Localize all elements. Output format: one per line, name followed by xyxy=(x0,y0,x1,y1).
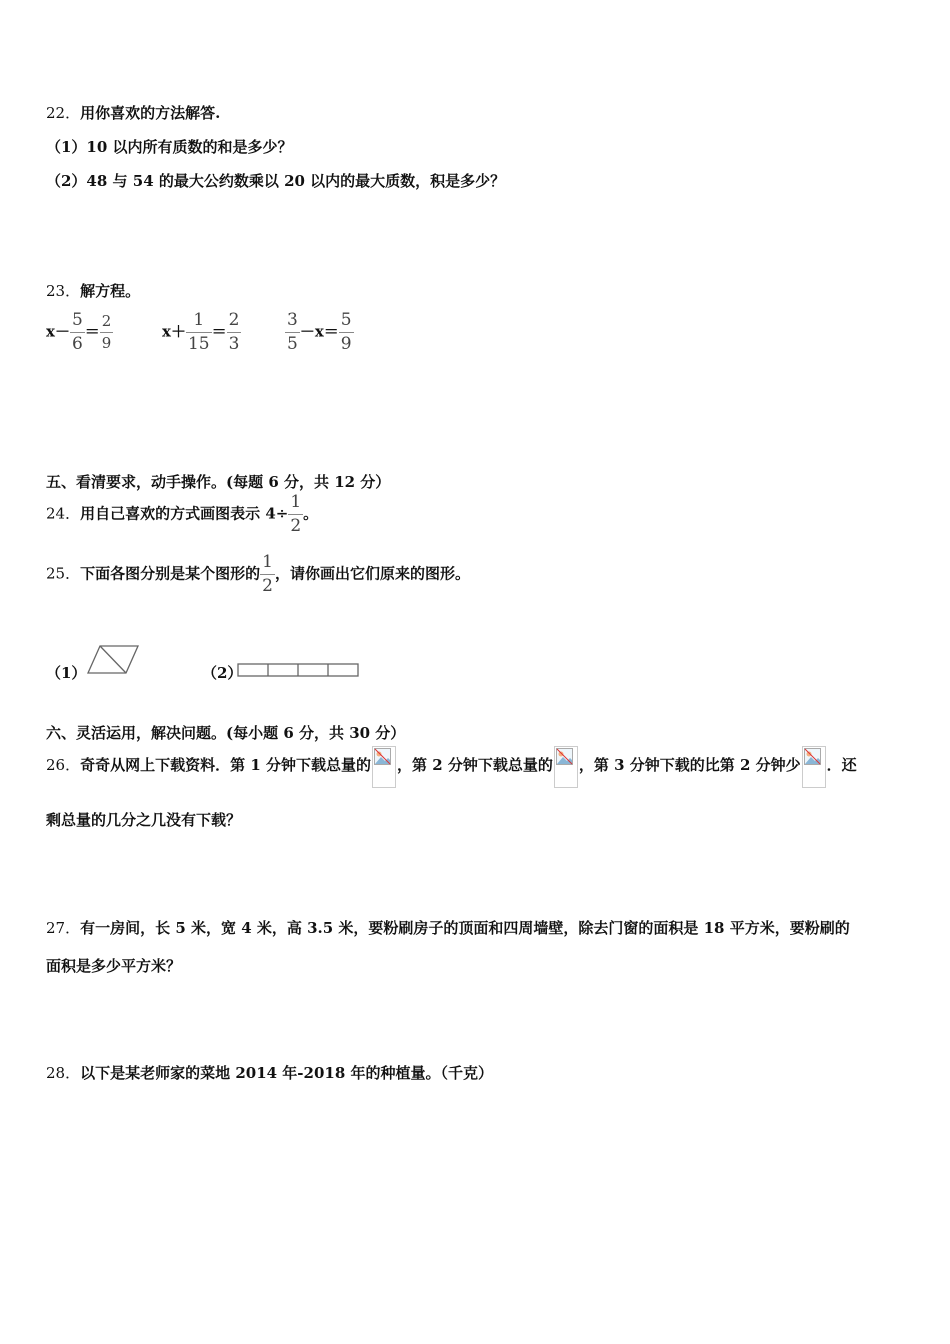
eq1-prefix: x－ xyxy=(46,322,70,341)
eq1-fraction-1 xyxy=(70,312,85,353)
q26-line-2: 剩总量的几分之几没有下载？ xyxy=(46,811,242,829)
q28-text: 以下是某老师家的菜地 2014 年-2018 年的种植量。（千克） xyxy=(80,1064,493,1082)
q25 xyxy=(46,554,470,595)
eq3-fraction-2 xyxy=(339,312,354,353)
q24 xyxy=(46,494,318,535)
q25-text-b: ，请你画出它们原来的图形。 xyxy=(274,564,470,583)
q24-text: 用自己喜欢的方式画图表示 4÷ xyxy=(80,504,289,523)
q24-denominator: 2 xyxy=(290,516,302,536)
eq3-f1-denominator: 5 xyxy=(287,334,298,354)
q26-text-4: ．还 xyxy=(826,756,857,774)
q22-title xyxy=(46,102,220,123)
eq2-f1-denominator: 15 xyxy=(187,334,210,354)
eq2-f2-numerator: 2 xyxy=(228,310,240,330)
rectangle-strip-figure xyxy=(236,662,362,680)
eq1-fraction-2 xyxy=(100,314,114,351)
eq3-f2-numerator: 5 xyxy=(340,310,352,330)
q27-line-1 xyxy=(46,917,850,938)
section-5-heading: 五、看清要求，动手操作。(每题 6 分，共 12 分） xyxy=(46,473,391,491)
q25-numerator: 1 xyxy=(262,552,273,572)
q26-text-1: 奇奇从网上下载资料．第 1 分钟下载总量的 xyxy=(80,756,371,774)
q22-number: 22． xyxy=(46,104,81,122)
broken-image-icon xyxy=(802,746,826,788)
eq2-fraction-2 xyxy=(227,312,242,353)
eq2-prefix: x＋ xyxy=(162,322,186,341)
eq2-f2-denominator: 3 xyxy=(228,334,240,354)
eq3-fraction-1 xyxy=(285,312,300,353)
q24-number: 24． xyxy=(46,504,81,523)
eq2-operator: ＝ xyxy=(211,322,227,341)
q26-line-1 xyxy=(46,746,857,788)
eq3-f2-denominator: 9 xyxy=(340,334,352,354)
broken-image-icon xyxy=(554,746,578,788)
eq1-f1-denominator: 6 xyxy=(71,334,83,354)
q25-fraction xyxy=(260,554,275,595)
q25-text-a: 下面各图分别是某个图形的 xyxy=(80,564,261,583)
broken-image-icon xyxy=(372,746,396,788)
q25-label-1: （1） xyxy=(46,664,87,682)
q27-line-2: 面积是多少平方米？ xyxy=(46,957,182,975)
equation-3 xyxy=(285,312,354,353)
equation-1 xyxy=(46,312,113,353)
q25-number: 25． xyxy=(46,564,81,583)
q28-number: 28． xyxy=(46,1064,81,1082)
q26-text-3: ，第 3 分钟下载的比第 2 分钟少 xyxy=(578,756,801,774)
eq2-fraction-1 xyxy=(186,312,212,353)
q22-part2: （2）48 与 54 的最大公约数乘以 20 以内的最大质数，积是多少？ xyxy=(46,172,506,190)
eq1-f1-numerator: 5 xyxy=(71,310,83,330)
q28 xyxy=(46,1062,493,1083)
eq3-f1-numerator: 3 xyxy=(287,310,298,330)
eq1-f2-denominator: 9 xyxy=(101,334,112,352)
equation-2 xyxy=(162,312,241,353)
q25-denominator: 2 xyxy=(262,576,273,596)
q27-number: 27． xyxy=(46,919,81,937)
q25-label-2: （2） xyxy=(202,664,243,682)
section-6-heading: 六、灵活运用，解决问题。(每小题 6 分，共 30 分） xyxy=(46,724,406,742)
q22-part1: （1）10 以内所有质数的和是多少？ xyxy=(46,138,293,156)
q26-text-2: ，第 2 分钟下载总量的 xyxy=(396,756,553,774)
eq1-f2-numerator: 2 xyxy=(101,312,112,330)
q27-text-1: 有一房间，长 5 米，宽 4 米，高 3.5 米，要粉刷房子的顶面和四周墙壁，除去门窗的面积是 18 平方米，要粉刷的 xyxy=(80,919,850,937)
q23-number: 23． xyxy=(46,282,81,300)
eq2-f1-numerator: 1 xyxy=(193,310,205,330)
q24-numerator: 1 xyxy=(290,492,302,512)
eq1-operator: ＝ xyxy=(84,322,100,341)
q22-title-text: 用你喜欢的方法解答. xyxy=(80,104,221,122)
eq3-middle: －x＝ xyxy=(299,322,339,341)
q23-title xyxy=(46,280,140,301)
q24-end: 。 xyxy=(303,504,319,523)
q24-fraction xyxy=(288,494,303,535)
q26-number: 26． xyxy=(46,756,81,774)
parallelogram-figure xyxy=(86,644,140,676)
q23-title-text: 解方程。 xyxy=(80,282,141,300)
